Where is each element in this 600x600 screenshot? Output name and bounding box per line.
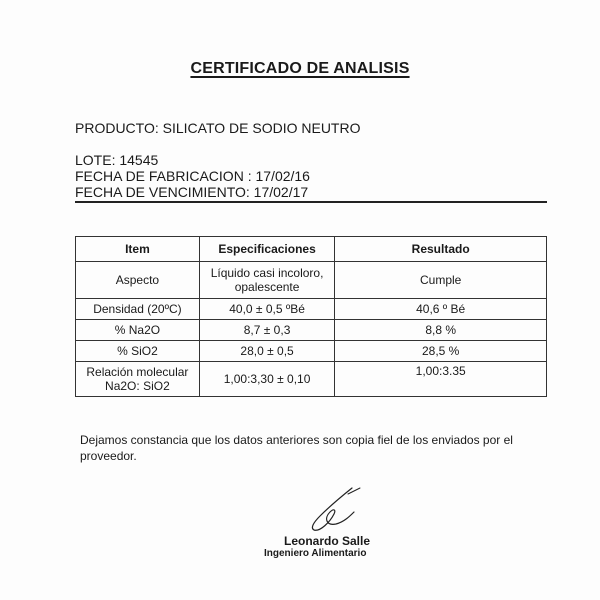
signature-mark	[290, 486, 380, 534]
cell-spec-line1: Líquido casi incoloro,	[210, 266, 324, 280]
signer-name: Leonardo Salle	[284, 534, 371, 548]
cell-result: 1,00:3.35	[335, 362, 547, 397]
product-line: PRODUCTO: SILICATO DE SODIO NEUTRO	[75, 120, 361, 136]
cell-item: % SiO2	[76, 341, 200, 362]
analysis-table	[75, 236, 547, 397]
cell-item: % Na2O	[76, 320, 200, 341]
table-row	[76, 299, 547, 320]
cell-item-line1: Relación molecular	[86, 365, 189, 379]
cell-result: 28,5 %	[335, 341, 547, 362]
expiry-date-line: FECHA DE VENCIMIENTO: 17/02/17	[75, 184, 309, 200]
cell-item: Densidad (20ºC)	[76, 299, 200, 320]
table-row	[76, 262, 547, 299]
table-row	[76, 341, 547, 362]
table-row	[76, 320, 547, 341]
cell-spec: 28,0 ± 0,5	[199, 341, 335, 362]
document-title	[0, 60, 600, 78]
declaration-note: Dejamos constancia que los datos anteriores son copia fiel de los enviados por el proveedor.	[80, 433, 513, 463]
cell-result: Cumple	[335, 262, 547, 299]
cell-item	[76, 362, 200, 397]
cell-spec: 8,7 ± 0,3	[199, 320, 335, 341]
cell-spec: 1,00:3,30 ± 0,10	[199, 362, 335, 397]
header-divider	[75, 201, 547, 203]
cell-spec-line2: opalescente	[234, 280, 300, 294]
cell-spec: 40,0 ± 0,5 ºBé	[199, 299, 335, 320]
manufacture-date-line: FECHA DE FABRICACION : 17/02/16	[75, 168, 310, 184]
table-row	[76, 362, 547, 397]
header-resultado: Resultado	[335, 237, 547, 262]
document-title-text: CERTIFICADO DE ANALISIS	[190, 60, 410, 77]
cell-item-line2: Na2O: SiO2	[105, 379, 170, 393]
header-especificaciones: Especificaciones	[199, 237, 335, 262]
cell-result: 8,8 %	[335, 320, 547, 341]
lot-line: LOTE: 14545	[75, 152, 159, 168]
table-header-row	[76, 237, 547, 262]
cell-result: 40,6 º Bé	[335, 299, 547, 320]
header-item: Item	[76, 237, 200, 262]
cell-spec	[199, 262, 335, 299]
signer-role: Ingeniero Alimentario	[264, 548, 367, 559]
cell-item: Aspecto	[76, 262, 200, 299]
